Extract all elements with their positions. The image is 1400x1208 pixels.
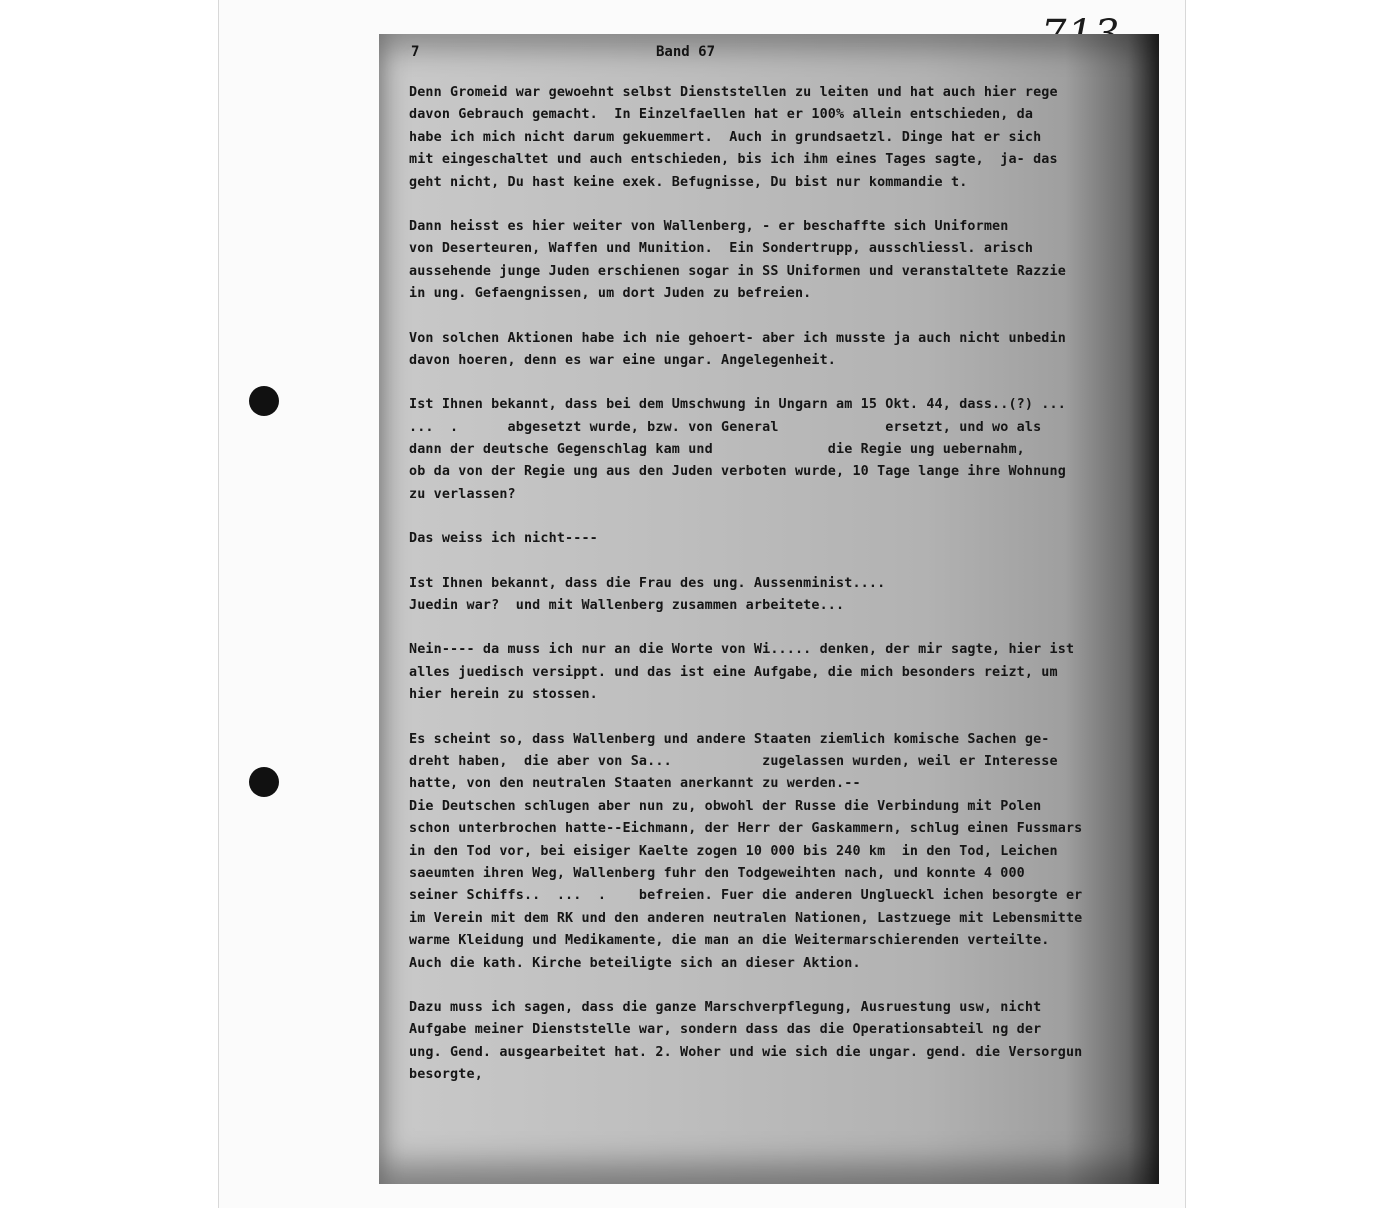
page-number: 7 xyxy=(411,44,420,60)
text-line: im Verein mit dem RK und den anderen neutralen Nationen, Lastzuege mit Lebensmitte xyxy=(409,910,1083,926)
text-line: dreht haben, die aber von Sa... zugelassen wurden, weil er Interesse xyxy=(409,753,1058,769)
text-line: habe ich mich nicht darum gekuemmert. Auch in grundsaetzl. Dinge hat er sich xyxy=(409,129,1042,145)
text-line: Aufgabe meiner Dienststelle war, sondern dass das die Operationsabteil ng der xyxy=(409,1022,1042,1038)
paper-sheet xyxy=(218,0,1186,1208)
text-line: davon Gebrauch gemacht. In Einzelfaellen hat er 100% allein entschieden, da xyxy=(409,107,1034,123)
text-line: besorgte, xyxy=(409,1067,483,1083)
text-line: ob da von der Regie ung aus den Juden verboten wurde, 10 Tage lange ihre Wohnung xyxy=(409,464,1066,480)
text-line: Ist Ihnen bekannt, dass die Frau des ung. Aussenminist.... xyxy=(409,575,886,591)
text-line: saeumten ihren Weg, Wallenberg fuhr den Todgeweihten nach, und konnte 4 000 xyxy=(409,865,1025,881)
text-line: Nein---- da muss ich nur an die Worte von Wi..... denken, der mir sagte, hier ist xyxy=(409,642,1075,658)
text-line: Dazu muss ich sagen, dass die ganze Marschverpflegung, Ausruestung usw, nicht xyxy=(409,999,1042,1015)
text-line: Das weiss ich nicht---- xyxy=(409,531,598,547)
text-line: dann der deutsche Gegenschlag kam und die Regie ung uebernahm, xyxy=(409,442,1025,458)
text-line: Die Deutschen schlugen aber nun zu, obwohl der Russe die Verbindung mit Polen xyxy=(409,798,1042,814)
text-line: Von solchen Aktionen habe ich nie gehoert- aber ich musste ja auch nicht unbedin xyxy=(409,330,1066,346)
paragraph xyxy=(409,394,1124,506)
paragraph xyxy=(409,82,1124,194)
text-line: Ist Ihnen bekannt, dass bei dem Umschwung in Ungarn am 15 Okt. 44, dass..(?) ... xyxy=(409,397,1066,413)
text-line: in den Tod vor, bei eisiger Kaelte zogen 10 000 bis 240 km in den Tod, Leichen xyxy=(409,843,1058,859)
text-line: alles juedisch versippt. und das ist eine Aufgabe, die mich besonders reizt, um xyxy=(409,664,1058,680)
text-line: davon hoeren, denn es war eine ungar. Angelegenheit. xyxy=(409,352,837,368)
punch-hole-bottom xyxy=(249,767,279,797)
text-line: schon unterbrochen hatte--Eichmann, der Herr der Gaskammern, schlug einen Fussmars xyxy=(409,821,1083,837)
volume-label: Band 67 xyxy=(656,44,716,60)
text-line: aussehende junge Juden erschienen sogar in SS Uniformen und veranstaltete Razzie xyxy=(409,263,1066,279)
paragraph xyxy=(409,216,1124,306)
text-line: Dann heisst es hier weiter von Wallenberg, - er beschaffte sich Uniformen xyxy=(409,218,1009,234)
text-line: seiner Schiffs.. ... . befreien. Fuer die anderen Unglueckl ichen besorgte er xyxy=(409,888,1083,904)
transcript-body xyxy=(409,82,1124,1108)
text-line: hatte, von den neutralen Staaten anerkannt zu werden.-- xyxy=(409,776,861,792)
paragraph xyxy=(409,729,1124,975)
text-line: ung. Gend. ausgearbeitet hat. 2. Woher und wie sich die ungar. gend. die Versorgun xyxy=(409,1044,1083,1060)
paragraph xyxy=(409,997,1124,1087)
text-line: Es scheint so, dass Wallenberg und andere Staaten ziemlich komische Sachen ge- xyxy=(409,731,1050,747)
paragraph xyxy=(409,528,1124,550)
text-line: Auch die kath. Kirche beteiligte sich an dieser Aktion. xyxy=(409,955,861,971)
paragraph xyxy=(409,639,1124,706)
paragraph xyxy=(409,328,1124,373)
text-line: hier herein zu stossen. xyxy=(409,687,598,703)
punch-hole-top xyxy=(249,386,279,416)
text-line: geht nicht, Du hast keine exek. Befugnisse, Du bist nur kommandie t. xyxy=(409,174,968,190)
text-line: Denn Gromeid war gewoehnt selbst Dienststellen zu leiten und hat auch hier rege xyxy=(409,85,1058,100)
text-line: Juedin war? und mit Wallenberg zusammen arbeitete... xyxy=(409,598,845,614)
text-line: von Deserteuren, Waffen und Munition. Ein Sondertrupp, ausschliessl. arisch xyxy=(409,241,1034,257)
text-line: in ung. Gefaengnissen, um dort Juden zu befreien. xyxy=(409,286,812,302)
text-line: warme Kleidung und Medikamente, die man an die Weitermarschierenden verteilte. xyxy=(409,933,1050,949)
text-line: mit eingeschaltet und auch entschieden, bis ich ihm eines Tages sagte, ja- das xyxy=(409,152,1058,168)
photocopied-page xyxy=(379,34,1159,1184)
text-line: zu verlassen? xyxy=(409,486,516,502)
text-line: ... . abgesetzt wurde, bzw. von General ersetzt, und wo als xyxy=(409,419,1042,435)
paragraph xyxy=(409,573,1124,618)
